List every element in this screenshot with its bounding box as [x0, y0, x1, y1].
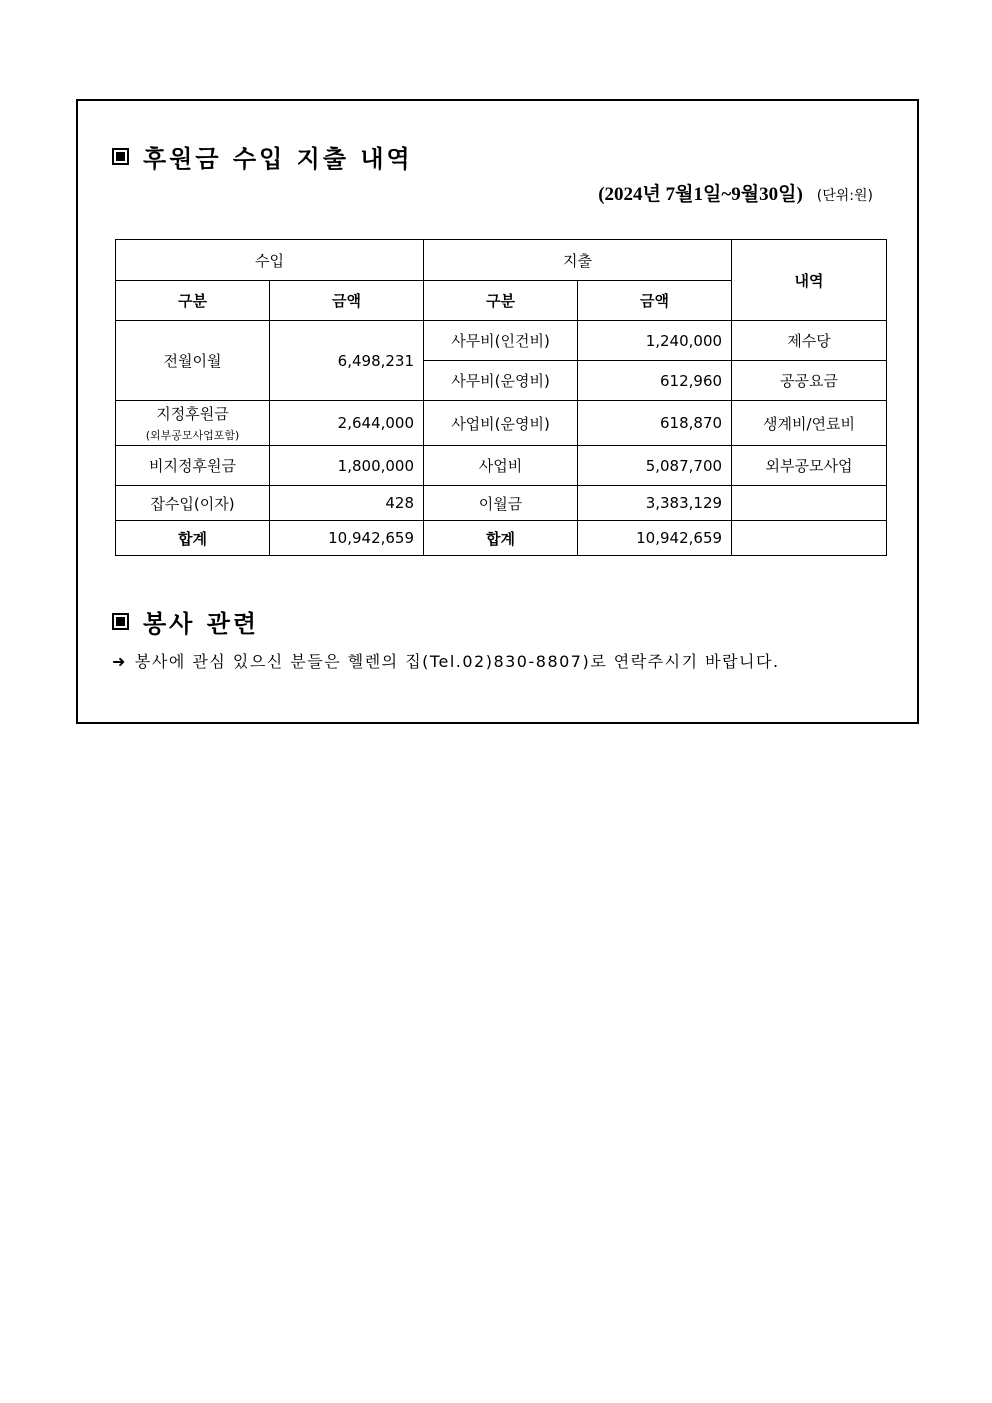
period-range: (2024년 7월1일~9월30일)	[598, 184, 803, 205]
detail-cell	[732, 521, 887, 556]
volunteer-text: 봉사에 관심 있으신 분들은 헬렌의 집(Tel.02)830-8807)로 연락주시기 바랍니다.	[134, 652, 780, 671]
volunteer-note	[112, 649, 780, 672]
detail-cell: 생계비/연료비	[732, 401, 887, 446]
detail-cell: 제수당	[732, 321, 887, 361]
period-line	[598, 179, 873, 206]
detail-cell	[732, 486, 887, 521]
income-amount: 428	[270, 486, 424, 521]
expense-amount: 612,960	[578, 361, 732, 401]
expense-header: 지출	[424, 240, 732, 281]
arrow-right-icon: ➜	[112, 652, 127, 671]
income-amount: 2,644,000	[270, 401, 424, 446]
filled-square-icon	[112, 613, 129, 630]
expense-amount: 1,240,000	[578, 321, 732, 361]
table-row	[116, 321, 887, 361]
income-amount: 6,498,231	[270, 321, 424, 401]
expense-category: 사무비(인건비)	[424, 321, 578, 361]
table-row	[116, 446, 887, 486]
detail-cell: 외부공모사업	[732, 446, 887, 486]
income-category-cell	[116, 401, 270, 446]
expense-amount: 5,087,700	[578, 446, 732, 486]
section-heading-finance	[112, 139, 413, 174]
notice-frame	[76, 99, 919, 724]
income-amount: 1,800,000	[270, 446, 424, 486]
income-header: 수입	[116, 240, 424, 281]
expense-category: 사업비(운영비)	[424, 401, 578, 446]
expense-amount: 618,870	[578, 401, 732, 446]
table-header-row	[116, 240, 887, 281]
expense-amount: 3,383,129	[578, 486, 732, 521]
income-category-header: 구분	[116, 281, 270, 321]
section-title: 후원금 수입 지출 내역	[143, 145, 413, 173]
section-heading-volunteer	[112, 604, 259, 639]
income-total-label: 합계	[116, 521, 270, 556]
income-amount-header: 금액	[270, 281, 424, 321]
table-row	[116, 486, 887, 521]
income-category: 잡수입(이자)	[116, 486, 270, 521]
expense-amount-header: 금액	[578, 281, 732, 321]
detail-cell: 공공요금	[732, 361, 887, 401]
income-category: 지정후원금	[156, 405, 229, 423]
income-category: 전월이월	[116, 321, 270, 401]
unit-label: (단위:원)	[816, 188, 873, 204]
table-row	[116, 401, 887, 446]
expense-category: 사무비(운영비)	[424, 361, 578, 401]
detail-header: 내역	[732, 240, 887, 321]
expense-total-label: 합계	[424, 521, 578, 556]
income-category-note: (외부공모사업포함)	[145, 429, 240, 442]
income-category: 비지정후원금	[116, 446, 270, 486]
expense-category-header: 구분	[424, 281, 578, 321]
expense-total-amount: 10,942,659	[578, 521, 732, 556]
filled-square-icon	[112, 148, 129, 165]
expense-category: 사업비	[424, 446, 578, 486]
section-title: 봉사 관련	[143, 610, 260, 638]
income-total-amount: 10,942,659	[270, 521, 424, 556]
finance-table	[115, 239, 887, 556]
table-total-row	[116, 521, 887, 556]
expense-category: 이월금	[424, 486, 578, 521]
